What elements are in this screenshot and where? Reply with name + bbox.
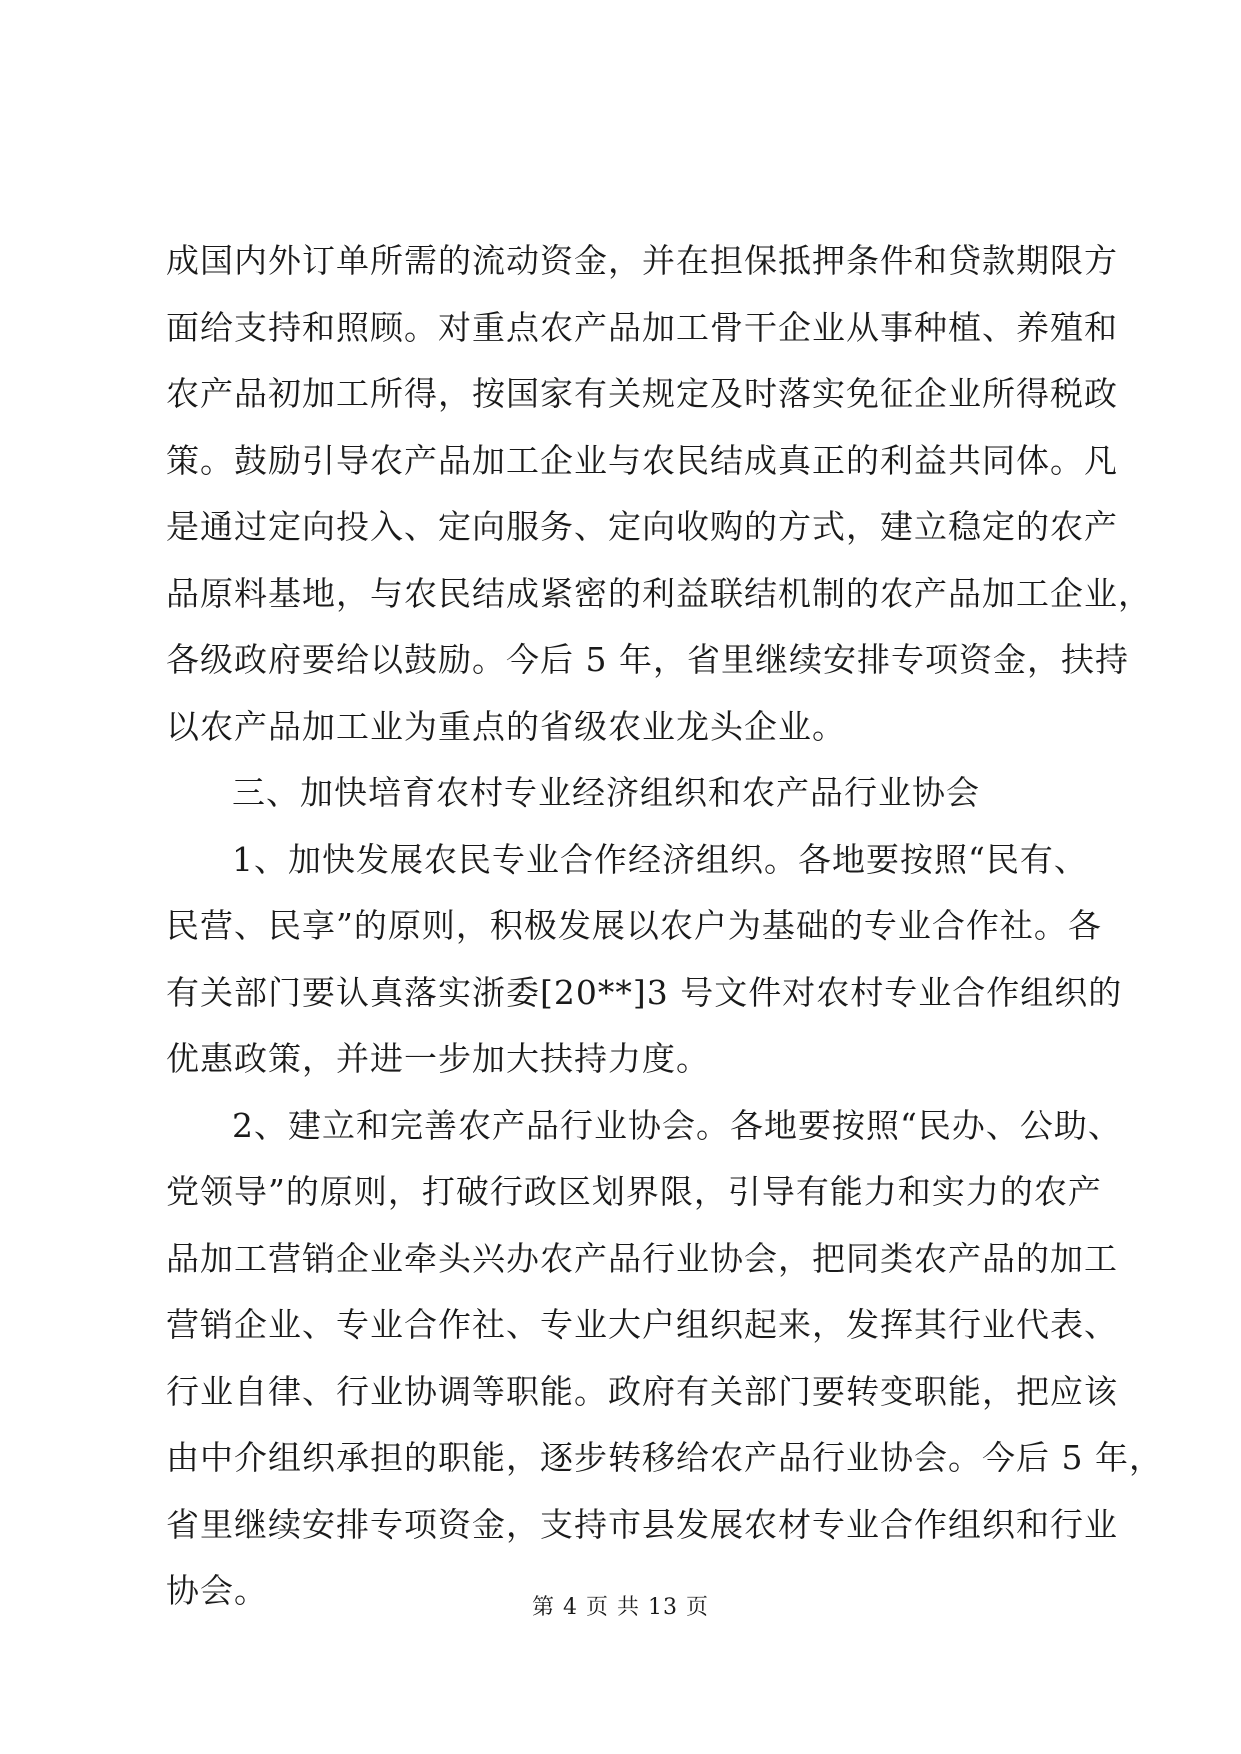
text-line: 省里继续安排专项资金，支持市县发展农材专业合作组织和行业 [166,1504,1118,1544]
text-line: 党领导”的原则，打破行政区划界限，引导有能力和实力的农产 [166,1172,1102,1211]
text-line: 是通过定向投入、定向服务、定向收购的方式，建立稳定的农产 [166,507,1118,546]
section-heading: 三、加快培育农村专业经济组织和农产品行业协会 [232,773,980,812]
text-line: 协会。 [166,1571,268,1610]
text-line: 农产品初加工所得，按国家有关规定及时落实免征企业所得税政 [166,374,1118,413]
text-line: 以农产品加工业为重点的省级农业龙头企业。 [166,706,846,746]
text-line: 行业自律、行业协调等职能。政府有关部门要转变职能，把应该 [166,1371,1118,1411]
text-line: 品原料基地，与农民结成紧密的利益联结机制的农产品加工企业， [166,573,1152,613]
text-line: 面给支持和照顾。对重点农产品加工骨干企业从事种植、养殖和 [166,307,1118,347]
text-line: 各级政府要给以鼓励。今后 5 年，省里继续安排专项资金，扶持 [166,640,1129,679]
text-line: 策。鼓励引导农产品加工企业与农民结成真正的利益共同体。凡 [166,440,1118,480]
text-line: 1、加快发展农民专业合作经济组织。各地要按照“民有、 [232,839,1088,879]
text-line: 有关部门要认真落实浙委[20**]3 号文件对农村专业合作组织的 [166,972,1123,1012]
page-footer: 第 4 页 共 13 页 [532,1595,709,1620]
text-line: 2、建立和完善农产品行业协会。各地要按照“民办、公助、 [232,1105,1122,1145]
text-line: 品加工营销企业牵头兴办农产品行业协会，把同类农产品的加工 [166,1238,1118,1278]
text-line: 成国内外订单所需的流动资金，并在担保抵押条件和贷款期限方 [166,241,1118,280]
text-line: 营销企业、专业合作社、专业大户组织起来，发挥其行业代表、 [166,1305,1118,1344]
text-line: 民营、民享”的原则，积极发展以农户为基础的专业合作社。各 [166,906,1102,945]
document-body [166,228,1163,1625]
text-line: 由中介组织承担的职能，逐步转移给农产品行业协会。今后 5 年， [166,1438,1163,1477]
text-line: 优惠政策，并进一步加大扶持力度。 [166,1039,710,1078]
